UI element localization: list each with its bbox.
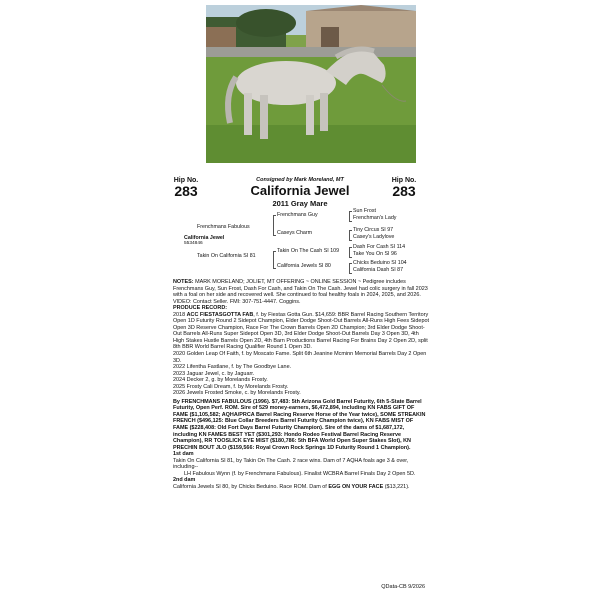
first-dam-label: 1st dam [173, 451, 194, 458]
pedigree-subject-name: California Jewel [184, 235, 225, 241]
notes-label: NOTES: [173, 279, 194, 285]
pedigree-sire-dam-dam: Casey's Ladylove [353, 234, 395, 240]
footer-code: QData-CB 9/2026 [381, 584, 425, 590]
pedigree-sire: Frenchmans Fabulous [197, 224, 250, 230]
first-dam-text: Takin On California SI 81, by Takin On The Cash. 2 race wins. Dam of 7 AQHA foals age 3 & over, including-- [173, 457, 409, 471]
pedigree-bracket [349, 211, 352, 222]
hip-number-right [384, 177, 424, 198]
pedigree-dam: Takin On California SI 81 [197, 253, 256, 259]
produce-first-name: ACC FIESTASGOTTA FAB [186, 311, 254, 318]
second-dam-text: California Jewels SI 80, by Chicks Beduino. Race ROM. Dam of [173, 483, 329, 490]
produce-record-label: PRODUCE RECORD: [173, 305, 228, 312]
sire-section-text: By FRENCHMANS FABULOUS (1996). $7,483: 5th Arizona Gold Barrel Futurity, 6th 5-State Barrel Futurity, Open Perf. ROM. Sire of 529 money-earners, $6,472,894, including KN FABS GIFT OF FAME ($1,105,582; AQHA/PRCA Barrel Racing Reserve Horse of the Year twice), SOME STREAKIN FRENCH ($496,125: Blue Collar Breeders Barrel Futurity Champion twice), KN FABS MIST OF FAME ($228,408: Old Fort Days Barrel Futurity Champion). Sire of the dams of $1,687,172, including KN FAMES BEST YET ($301,293: Hondo Rodeo Festival Barrel Racing Reserve Champion), RR TOOSLICK EYE MIST ($180,786: 5th BFA World Open Super Stakes Slot), KN PRECHIN BOUT JLO ($159,566: Royal Crown Rock Springs 1D Futurity Round 1 Champion). [173, 398, 426, 451]
pedigree-dam-dam-dam: California Dash SI 87 [353, 267, 404, 273]
produce-first-year: 2018 [173, 311, 186, 318]
pedigree-subject-reg: 5534846 [184, 241, 203, 246]
pedigree-bracket [349, 263, 352, 274]
produce-item: 2022 Lifentha Fastlane, f. by The Goodbye Lane. [173, 364, 292, 371]
hip-number: 283 [174, 183, 198, 199]
second-dam-label: 2nd dam [173, 477, 196, 484]
hip-label: Hip No. [173, 177, 199, 184]
first-dam-produce: LH Fabulous Wynn (f. by Frenchmans Fabulous). Finalist WCBRA Barrel Finals Day 2 Open 5D. [184, 470, 416, 477]
produce-item: 2023 Jaguar Jewel, c. by Jaguarr. [173, 370, 255, 377]
second-dam-paragraph [173, 484, 429, 491]
pedigree-bracket [273, 251, 276, 269]
produce-first-text: , f. by Fiestas Gotta Gun. $14,659: BBR Barrel Racing Southern Territory Open 1D Futurity Round 2 Sidepot Champion, Elder Dodge Shoot-Out Barrels All-Runs High Fees Sidepot Open 3D Reserve Champion, Race For The Crown Barrels Open 2D Champion; 3rd Elder Dodge Shoot-Out Barrels All-Runs Super Sidepot Open 3D, 3rd Elder Dodge Shoot-Out Barrels Day 3 Open 3D, 4th High Stakes Hustle Barrels Open 2D, 4th Barn Productions Barrel Racing For Brains Day 2 Open 2D, split 8th BBR World Barrel Racing Qualifier Round 1 Open 3D. [173, 311, 429, 351]
horse-name: California Jewel [250, 183, 350, 198]
pedigree-dam-dam: California Jewels SI 80 [277, 263, 331, 269]
hip-label: Hip No. [391, 177, 417, 184]
pedigree-bracket [349, 247, 352, 258]
pedigree-dam-dam-sire: Chicks Beduino SI 104 [353, 260, 407, 266]
pedigree-dam-sire-dam: Take You On SI 96 [353, 251, 397, 257]
produce-item: 2025 Frosty Cali Dream, f. by Morelands Frosty. [173, 383, 289, 390]
horse-photo [206, 5, 416, 163]
pedigree-sire-dam: Caseys Charm [277, 230, 313, 236]
consigned-by: Consigned by Mark Moreland, MT [256, 177, 344, 183]
second-dam-bold: EGG ON YOUR FACE [328, 483, 384, 490]
pedigree-bracket [273, 215, 276, 236]
hip-number: 283 [392, 183, 416, 199]
produce-item: 2026 Jewels Frosted Smoke, c. by Morelands Frosty. [173, 390, 301, 397]
pedigree-sire-sire: Frenchmans Guy [277, 212, 318, 218]
pedigree-sire-sire-dam: Frenchman's Lady [353, 215, 397, 221]
pedigree-dam-sire: Takin On The Cash SI 109 [277, 248, 340, 254]
produce-first-item [173, 312, 429, 351]
pedigree-sire-dam-sire: Tiny Circus SI 97 [353, 227, 394, 233]
produce-item: 2020 Golden Leap Of Faith, f. by Moscato Fame. Split 6th Jeanine Mcminn Memorial Barrels Day 2 Open 3D. [173, 351, 427, 364]
pedigree-dam-sire-sire: Dash For Cash SI 114 [353, 244, 406, 250]
produce-item: 2024 Decker 2, g. by Morelands Frosty. [173, 377, 268, 384]
pedigree-sire-sire-sire: Sun Frost [353, 208, 376, 214]
second-dam-tail: ($13,221). [383, 483, 410, 490]
pedigree-bracket [349, 230, 352, 241]
hip-number-left [166, 177, 206, 198]
notes-paragraph [173, 279, 429, 305]
catalog-body [173, 279, 429, 491]
horse-description: 2011 Gray Mare [272, 199, 328, 208]
notes-text: MARK MORELAND; JOLIET, MT OFFERING ~ ONLINE SESSION ~ Pedigree includes Frenchmans Guy, Sun Frost, Dash For Cash, and Takin On The Cash. Jewel had colic surgery in fall 2023 with a foal on her side and recovered well. She continued to foal healthy foals in 2024, 2025, and 2026. VIDEO: Contact Seller. FMI: 307-751-4447. Coggins. [173, 279, 428, 305]
